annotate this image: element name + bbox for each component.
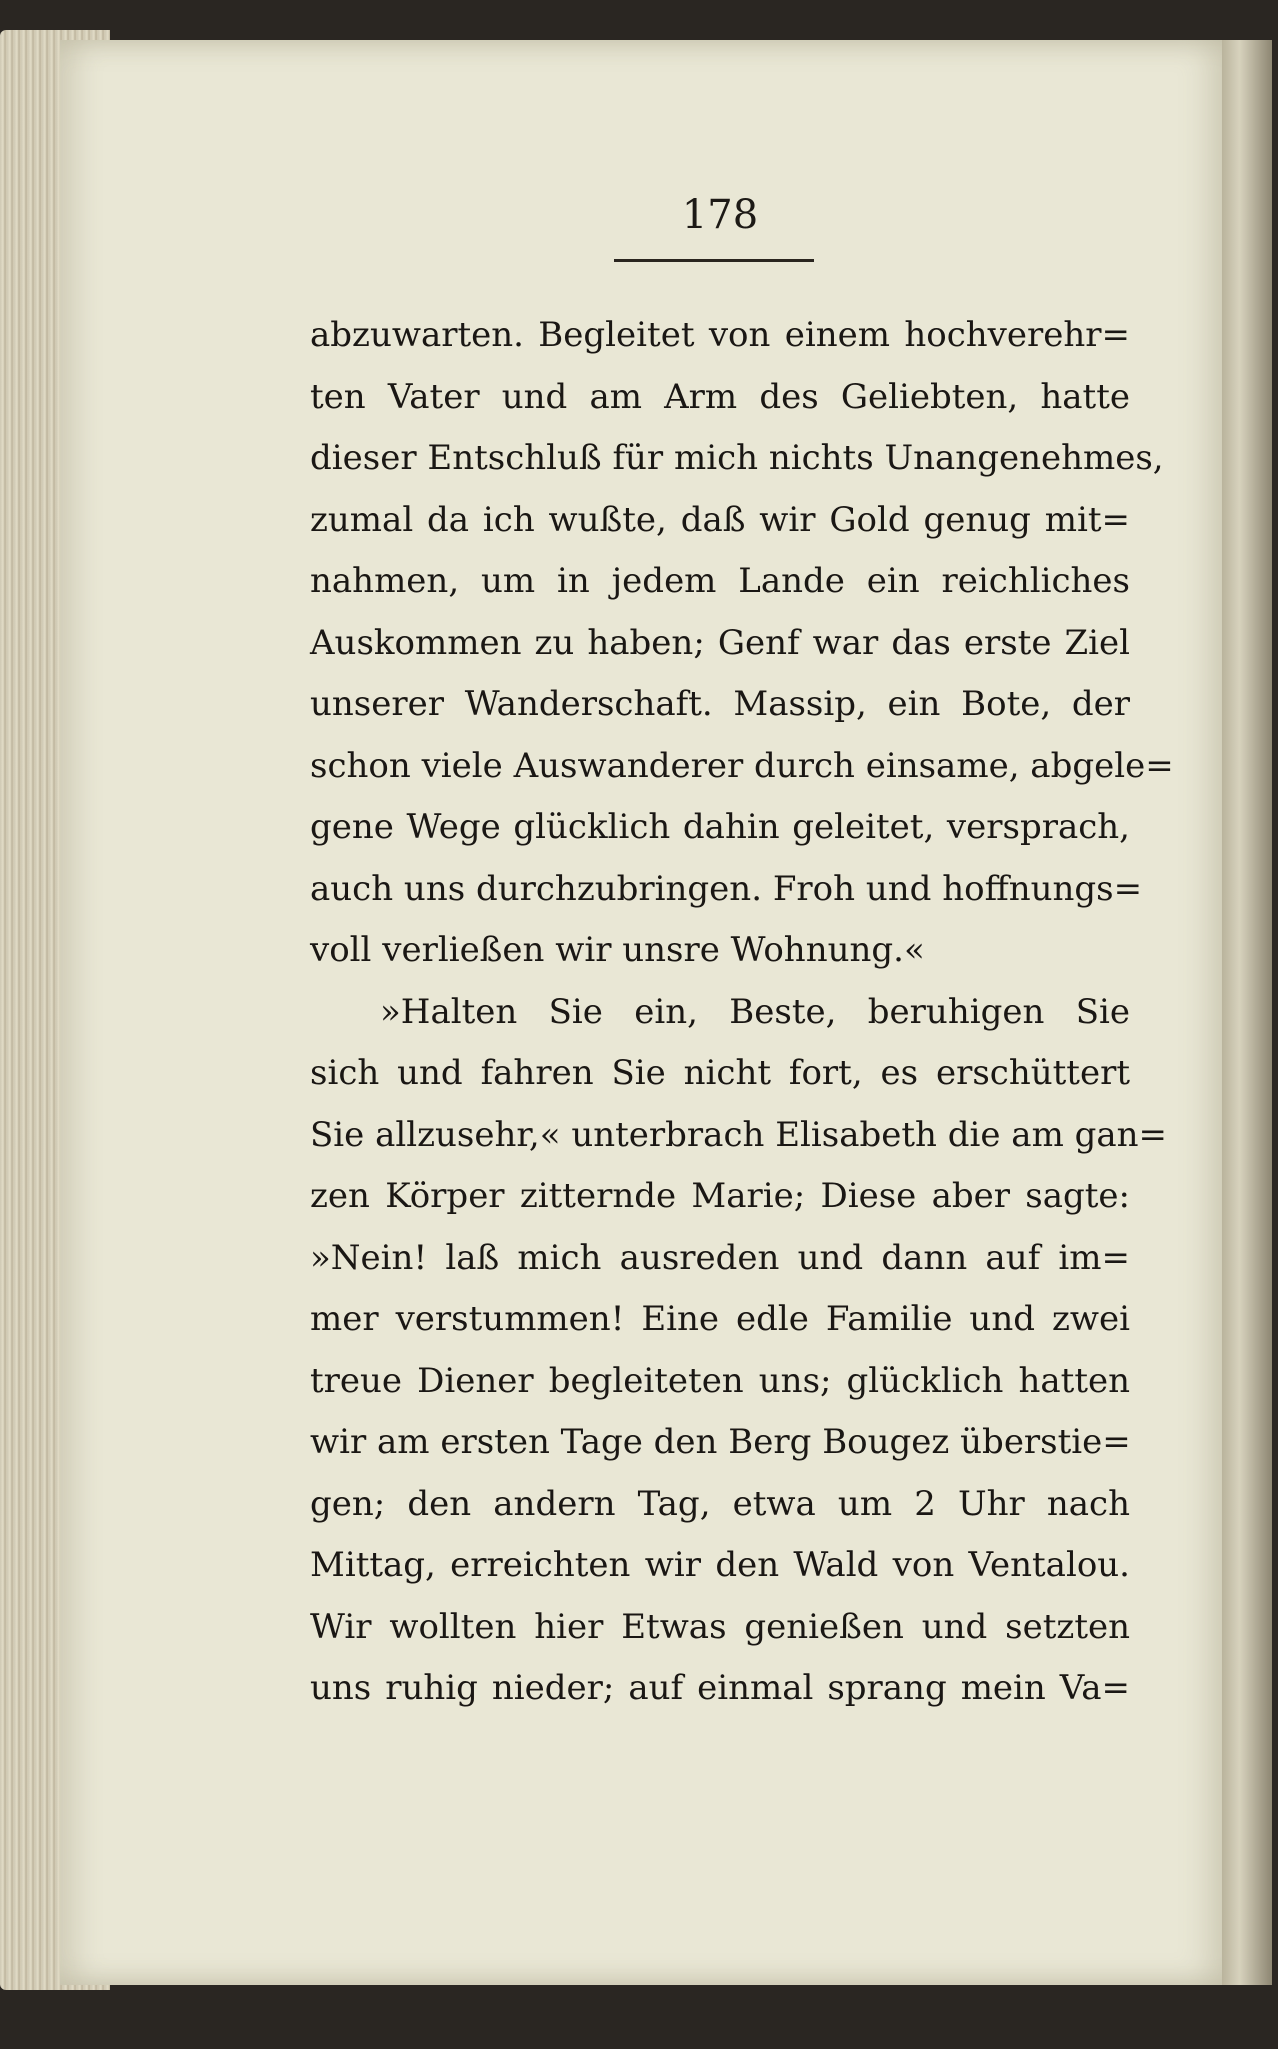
text-line: »Nein! laß mich ausreden und dann auf im= [310,1237,1130,1278]
header-rule [614,259,814,262]
text-line: Sie allzusehr,« unterbrach Elisabeth die am gan= [310,1114,1168,1155]
text-line: voll verließen wir unsre Wohnung.« [310,930,925,970]
text-line: dieser Entschluß für mich nichts Unangenehmes, [310,438,1164,478]
text-line: ten Vater und am Arm des Geliebten, hatte [310,376,1130,417]
text-line: wir am ersten Tage den Berg Bougez überstie= [310,1422,1131,1462]
right-page-edge [1222,40,1272,1985]
text-line: uns ruhig nieder; auf einmal sprang mein Va= [310,1668,1130,1708]
text-line: abzuwarten. Begleitet von einem hochverehr= [310,315,1130,355]
text-line: zumal da ich wußte, daß wir Gold genug mit= [310,499,1130,540]
text-line: zen Körper zitternde Marie; Diese aber sagte: [310,1176,1130,1216]
text-line: Auskommen zu haben; Genf war das erste Ziel [310,622,1130,663]
page-number: 178 [681,192,759,238]
text-line: auch uns durchzubringen. Froh und hoffnungs= [310,868,1143,909]
text-line: nahmen, um in jedem Lande ein reichliches [310,561,1130,601]
text-line: Mittag, erreichten wir den Wald von Ventalou. [310,1545,1130,1585]
body-text [310,305,1174,1720]
text-line: mer verstummen! Eine edle Familie und zwei [310,1299,1130,1339]
text-line: schon viele Auswanderer durch einsame, abgele= [310,745,1174,786]
text-line: sich und fahren Sie nicht fort, es erschüttert [310,1053,1130,1093]
text-line: treue Diener begleiteten uns; glücklich hatten [310,1360,1130,1401]
text-line: gen; den andern Tag, etwa um 2 Uhr nach [310,1483,1130,1524]
text-line: Wir wollten hier Etwas genießen und setzten [310,1606,1130,1647]
text-line: »Halten Sie ein, Beste, beruhigen Sie [380,991,1130,1032]
text-line: gene Wege glücklich dahin geleitet, versprach, [310,807,1130,847]
text-line: unserer Wanderschaft. Massip, ein Bote, der [310,684,1130,724]
